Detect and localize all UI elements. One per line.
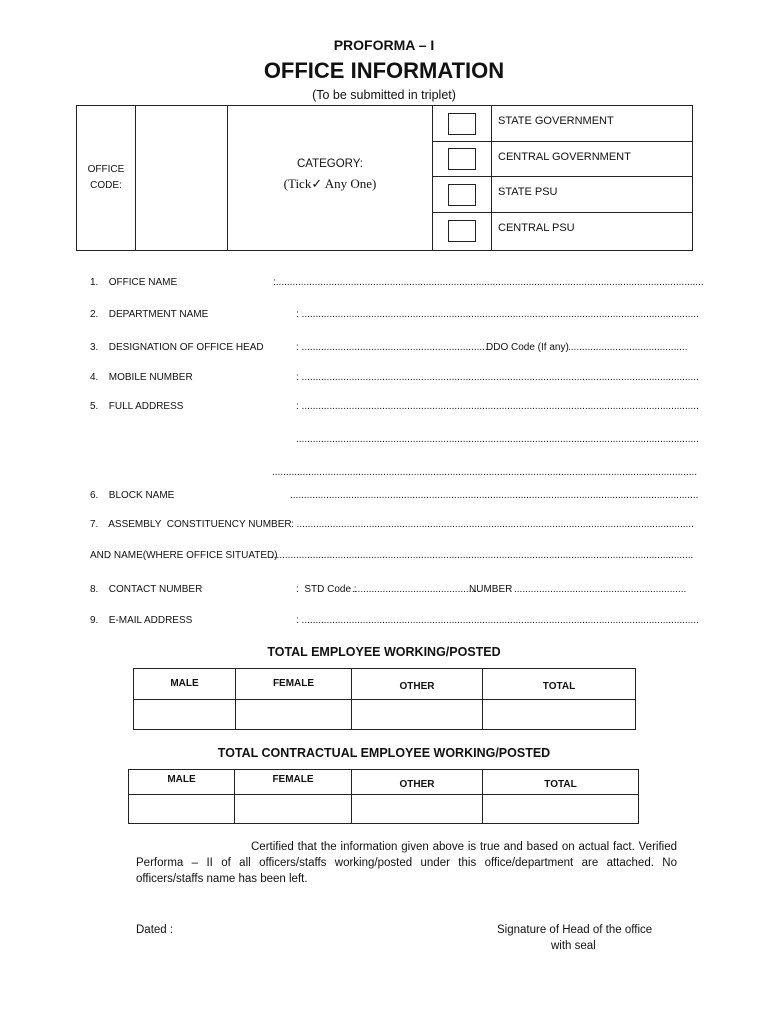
form-item-department-name: 2. DEPARTMENT NAME (90, 309, 209, 320)
employee-section-title: TOTAL EMPLOYEE WORKING/POSTED (267, 645, 501, 659)
certification-text: Certified that the information given above is true and based on actual fact. Verified Performa – II of all officers/staffs working/posted under this office/department are attached. No officers/staffs name has been left. (136, 841, 677, 885)
form-item-address: 5. FULL ADDRESS (90, 401, 184, 412)
office-category-table (76, 105, 693, 251)
page-title: OFFICE INFORMATION (263, 58, 505, 83)
form-item-contact: 8. CONTACT NUMBER (90, 584, 203, 595)
dated-label: Dated : (136, 924, 174, 936)
form-item-mobile: 4. MOBILE NUMBER (90, 372, 193, 383)
category-label: CATEGORY: (Tick✓ Any One) (228, 106, 433, 251)
contract-other-cell[interactable] (352, 795, 483, 824)
contract-male-cell[interactable] (129, 795, 235, 824)
central-psu-checkbox[interactable] (448, 220, 476, 242)
office-code-label: OFFICE CODE: (77, 106, 136, 251)
employee-total-header: TOTAL (483, 669, 636, 700)
employee-other-cell[interactable] (352, 700, 483, 730)
form-item-office-name: 1. OFFICE NAME (90, 277, 178, 288)
contact-number-field[interactable]: .............................................................. (514, 584, 687, 595)
designation-field[interactable]: : .................................................................... (296, 342, 491, 353)
contract-male-header: MALE (129, 770, 235, 795)
option-central-government: CENTRAL GOVERNMENT (492, 142, 693, 177)
employee-table (133, 668, 636, 730)
signature-label: Signature of Head of the office (497, 924, 653, 936)
std-code-label: : STD Code : (296, 584, 357, 595)
employee-male-header: MALE (134, 669, 236, 700)
std-code-field[interactable]: .............................................. (352, 584, 480, 595)
form-item-assembly: 7. ASSEMBLY CONSTITUENCY NUMBER (90, 519, 292, 530)
address-field-line2[interactable]: ................................................................................................................................................. (296, 434, 699, 445)
office-name-field[interactable]: :.......................................................................................................................................................... (273, 277, 704, 288)
address-field-line3[interactable]: ......................................................................................................................................................... (272, 467, 698, 478)
page-subtitle: (To be submitted in triplet) (312, 88, 456, 102)
option-central-psu: CENTRAL PSU (492, 212, 693, 250)
contract-employee-table (128, 769, 639, 824)
contract-other-header: OTHER (352, 770, 483, 795)
proforma-label: PROFORMA – I (333, 37, 435, 53)
assembly-number-field[interactable]: : ............................................................................................................................................... (291, 519, 694, 530)
option-state-psu: STATE PSU (492, 177, 693, 212)
contract-total-header: TOTAL (483, 770, 639, 795)
address-field-line1[interactable]: : ............................................................................................................................................... (296, 401, 699, 412)
employee-female-header: FEMALE (236, 669, 352, 700)
employee-total-cell[interactable] (483, 700, 636, 730)
form-item-assembly-name: AND NAME(WHERE OFFICE SITUATED) (90, 550, 278, 561)
employee-other-header: OTHER (352, 669, 483, 700)
contract-female-header: FEMALE (235, 770, 352, 795)
central-government-checkbox[interactable] (448, 148, 476, 170)
form-item-designation: 3. DESIGNATION OF OFFICE HEAD (90, 342, 264, 353)
number-label: NUMBER (469, 584, 513, 595)
state-psu-checkbox[interactable] (448, 184, 476, 206)
signature-seal-label: with seal (551, 940, 596, 952)
state-government-checkbox[interactable] (448, 113, 476, 135)
department-name-field[interactable]: : ............................................................................................................................................... (296, 309, 699, 320)
email-field[interactable]: : ............................................................................................................................................... (296, 615, 699, 626)
contract-total-cell[interactable] (483, 795, 639, 824)
ddo-code-label: DDO Code (If any) (486, 342, 569, 353)
block-name-field[interactable]: ................................................................................................................................................... (290, 490, 699, 501)
office-code-field[interactable] (136, 106, 228, 251)
option-state-government: STATE GOVERNMENT (492, 106, 693, 142)
mobile-number-field[interactable]: : ............................................................................................................................................... (296, 372, 699, 383)
employee-female-cell[interactable] (236, 700, 352, 730)
form-item-email: 9. E-MAIL ADDRESS (90, 615, 193, 626)
ddo-code-field[interactable]: ........................................... (568, 342, 688, 353)
contract-section-title: TOTAL CONTRACTUAL EMPLOYEE WORKING/POSTED (217, 746, 551, 760)
form-item-block: 6. BLOCK NAME (90, 490, 175, 501)
assembly-name-field[interactable]: ........................................................................................................................................................ (271, 550, 694, 561)
contract-female-cell[interactable] (235, 795, 352, 824)
employee-male-cell[interactable] (134, 700, 236, 730)
